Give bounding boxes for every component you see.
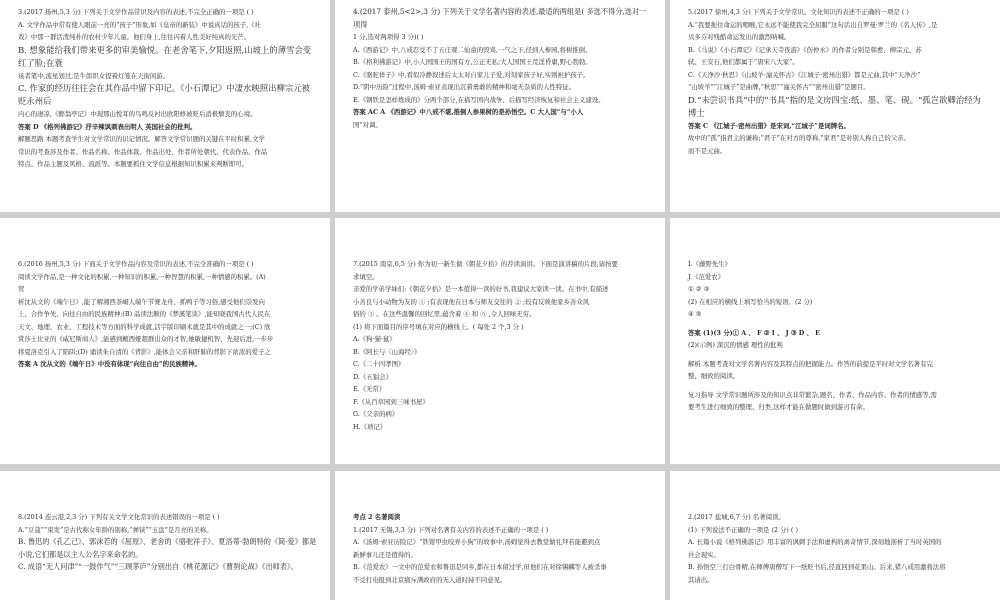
option-a-cont: 社会现实。 [688,550,720,559]
option-c-cont: “山坡羊”“江城子”是曲牌,“秋思”“潼关怀古”“密州出猎”是题目。 [688,83,870,91]
answer-line-cont: (2)(示例) 深沉的情感 理性的批判 [688,341,783,349]
speech-line: 俗的 ③ 。在这些温馨的回忆里,蕴含着 ④ 和 ⑤ ,令人回味无穷。 [353,310,536,318]
option-c-cont: 内心的凄凉,《醉翁亭记》中现那山悦耳的鸟鸣反衬出欧阳修被贬后消极颓丧的心境。 [18,110,257,118]
review-guide: 复习指导 文学常识题所涉及的知识点非常繁杂,题名、作者、作品内容、作者的情感等,需 [688,390,937,399]
option-b-cont: 轼、王安石,他们都属于“唐宋八大家”。 [688,58,799,66]
option-e: E.《钢铁是怎样炼成的》分两个部分,在描写国内战争、后描写经济恢复和社会主义建设。 [353,95,605,104]
answer-line: 答案 D 《格列佛游记》抒辛辣讽刺表出明人 英国社会的批判。 [18,122,197,131]
option-b: B.《格利佛游记》中,小人国国王的国有方,公正无私;大人国国王荒淫昏庸,野心勃勃。 [353,58,592,66]
option-b-cont: 不受打电报到北京痛斥满政府的无人道时持不同意见。 [353,575,507,584]
option-a: A.《汤姆·索亚历险记》“铁钳甲虫咬弄小狗”的故事中,汤姆觉得去教堂做礼拜若能避到点 [353,538,601,546]
option-c: C. 作家的经历往往会在其作品中留下印记。《小石潭记》中凄水映照出柳宗元被贬永州后 [18,83,310,106]
option-i: I.《藤野先生》 [688,260,731,268]
option-a: A. 长篇小说《格列佛游记》用丰富的讽刺手法和虚构的离奇情节,深刻地剖析了当时英国的 [688,538,942,546]
question-panel-4 [335,0,665,212]
analysis-line: 特点、作品主题及风格、流派等。本题要抓住文学信息根据知识积累来判断即可。 [18,160,249,168]
option-b: B.《阿长与〈山海经〉》 [353,347,421,356]
option-a: A.“我要扼住命运的咽喉,它永远不能使我完全屈服”这句话出自罗曼·罗兰的《名人传》,是 [688,20,938,29]
option-a-cont: 戏》中那一群活泼纯朴的农村少年儿童。他们身上,往往闪着人性美好纯真的光芒。 [18,33,251,41]
sub-question: (1) 将下面篇目的序号填在对应的横线上。( 每处 2 个,3 分 ) [353,322,524,331]
answer-line: 答案 C 《江城子·密州出猎》是宋词,“江城子”是词牌名。 [688,121,850,130]
question-stem: 4.(2017 泰州,5<2>,3 分) 下列关于文学名著内容的表述,最适的两组是( 多选不得分,选对一项得 [353,7,647,29]
sub-question: (2) 在相应的横线上填写恰当的短语。(2 分) [688,297,813,306]
question-panel-8 [0,471,330,600]
option-f: F.《从百草园到三味书屋》 [353,397,429,406]
option-b-cont: 该者笔中,流星划过,是牛郎织女提着灯笼在天街闲游。 [18,71,170,80]
question-stem: 5.(2017 徐州,4,3 分) 下列关于文学常识、文化知识的表述不正确的一项是 ( ) [688,8,909,16]
option-b-cont: 其请出。 [688,575,714,584]
passage-line: 赏莎士比亚的《威尼斯商人》,能感到鲍西娅超群出众的才智,她敏捷机智、先迎后进,一步步 [18,335,274,343]
answer-line-cont: 故中的“孤”指君主的谦称;“君子”在对方的尊称,“家君”是对别人称自己的父亲。 [688,134,910,142]
option-h: H.《琐记》 [353,422,387,431]
option-c: C. 成语“无人问津”“一鼓作气”“三顾茅庐”分别出自《桃花源记》《曹刿论战》《出师表》。 [18,562,298,571]
option-a: A. 文学作品中常有使人眼前一亮的“孩子”形象,如《皇帝的新装》中说真话的孩子,《社 [18,20,261,29]
passage-line: 天文、地理、农业、工程技术等方面的科学成就,活字版印刷术就是其中的成就之一;(C) 欣 [18,322,271,331]
speech-line: 亲爱的学弟学妹们:《朝花夕拾》是一本值得一读的好书,我建议大家读一读。在书中,有描述 [353,285,609,293]
question-stem: 3.(2017 扬州,5,3 分) 下列关于文学作品常识及内容的表述,不完全正确的一项是 ( ) [18,8,254,16]
answer-line-cont: 而不是元曲。 [688,146,727,155]
option-d: D.“未尝识书具”中的“书具”指的是文房四宝:纸、墨、笔、砚。“孤岂欲卿治经为博士 [688,94,981,118]
option-e: E.《无常》 [353,385,386,393]
option-a: A.《西游记》中,八戒忍受不了五庄观二仙童的毁骂,一气之下,径到人参园,将树推倒。 [353,45,592,54]
option-d: D.“阴中历险”过程中,汤姆·索亚表现出沉着勇敢的精神和毫无杂质的人性特征。 [353,83,576,91]
option-a-cont: 贝多芬对残酷命运发出的激烈呐喊。 [688,33,791,41]
passage-line: 析沈从文的《端午日》,能了解湘西茶峒人端午节赛龙舟、抓鸭子等习俗,感受他们崇发向 [18,297,265,306]
speech-line: 小善良与小动物为友的 ① ;有表现他在日本与师友交往的 ② ;较有反映他家乡善众风 [353,297,590,306]
section-panel-2 [335,471,665,600]
question-stem: 7.(2015 南京,6,5 分) 你为初一新生做《朝花夕拾》的荐读演讲。下面是演讲稿的片段,请按要 [353,260,618,268]
section-heading: 考点 2 名著阅读 [353,513,401,521]
answer-line: 答案 A 沈从文的《端午日》中没有体现“向往自由”的民族精神。 [18,360,201,368]
question-stem-cont: 求填空。 [353,272,379,281]
question-stem: 2.(2017 盐城,6,7 分) 名著阅读。 [688,513,785,521]
sub-question: (1) 下列说法不正确的一项是 (2 分) ( ) [688,525,798,534]
question-panel-6 [0,218,330,464]
option-d: D.《五猖会》 [353,372,392,381]
option-c: C.《二十四孝图》 [353,360,405,368]
answer-line: 答案 AC A 《西游记》中八戒不堪,推倒人参果树的是孙悟空。C 大人国“与“小人 [353,108,584,116]
question-panel-7-cont [670,218,1000,464]
analysis-line: 解题思路 本题考查学生对文学常识的识记情况。解答文学常识题的关键在平时积累,文学 [18,135,265,143]
question-stem: 1.(2017 无锡,3,3 分) 下列对名著有关内容的表述不正确的一项是 ( ) [353,525,549,534]
question-panel-7 [335,218,665,464]
option-c: C.《天净沙·秋思》《山坡羊·潼关怀古》《江城子·密州出猎》都是元曲,其中“天净沙” [688,70,921,79]
option-b: B. 想象能给我们带来更多的审美愉悦。在老舍笔下,夕阳返照,山坡上的薄雪会变红了脸;在蓑 [18,44,312,68]
option-g: G.《父亲的病》 [353,410,399,418]
answer-line-cont: 国”对调。 [353,120,382,129]
analysis-line: 整、细致的阅读。 [688,372,740,380]
passage-line: 阅读文学作品,是一种文化的积累,一种知识的积累,一种智慧的积累,一种情感的积累。(A) [18,272,266,281]
option-b: B.《范爱农》一文中的范爱农和鲁迅是同乡,都在日本留过学,但他们在对徐锡麟等人被杀事 [353,563,607,571]
passage-line: 上、合作争先、向往自由的民族精神;(B) 品读法顺的《梦溪笔谈》,能知晓我国古代人民在 [18,310,271,318]
question-stem: 6.(2016 扬州,5,3 分) 下面关于文学作品内容及常识的表述,不完全准确的一项是 ( ) [18,260,254,268]
option-a: A.“豆蔻”“束发”是古代称女年龄的别称,“弹铗”“玉盘”是月亮的美称。 [18,525,213,534]
passage-line: 贸 [18,285,25,293]
blank-line: ① ② ③ [688,285,710,293]
option-b: B. 鲁迅的《孔乙己》、郭沫若的《屈原》、老舍的《骆驼祥子》、夏洛蒂·勃朗特的《简·爱》都是小说,它们都是以主人公名字来命名的。 [18,537,317,559]
question-panel-2 [670,471,1000,600]
option-j: J.《范爱农》 [688,272,725,281]
question-stem: 8.(2014 连云港,2,3 分) 下列有关文学文化常识的表述错误的一项是 ( ) [18,513,220,521]
option-c: C.《骆驼祥子》中,看似冷静叙述后太太对自家儿子爱,对刻家孩子好,实则袒护孩子。 [353,70,590,79]
blank-line: ④ ⑤ [688,310,702,318]
analysis-line: 解析 本题考查对文学名著内容及其特点的把握能力。作答的前提是平时对文学名著有完 [688,359,933,368]
question-panel-3 [0,0,330,212]
option-b: B. 孙悟空三打白骨精,在师傅唐僧写下一纸贬书后,径直回到花果山。后来,猪八戒用激将法将 [688,563,946,571]
question-stem-cont: 1 分,选对两项得 3 分)( ) [353,33,424,41]
review-guide: 要考生进行细致的整理、归类,这样才能在做题时做到游刃有余。 [688,403,869,411]
passage-line: 将夏洛克引入了陷阱;(D) 诵读朱自清的《背影》,能体会父亲和肝肺的背影下浓浓的爱子之 [18,347,271,356]
option-a-cont: 新鲜事儿还是值得的。 [353,550,417,559]
option-b: B.《马说》《小石潭记》《记承天寺夜游》《伤仲永》的作者分别是韩愈、柳宗元、苏 [688,45,922,54]
option-a: A.《狗·猫·鼠》 [353,335,396,343]
answer-line: 答案 (1)(3 分)① A 、 F ② I 、 J ③ D 、 E [688,328,821,337]
question-panel-5 [670,0,1000,212]
analysis-line: 常识的考查涉及作者、作品名称、作品体裁、作品出处、作者所处朝代、代表作品、作品 [18,147,268,156]
